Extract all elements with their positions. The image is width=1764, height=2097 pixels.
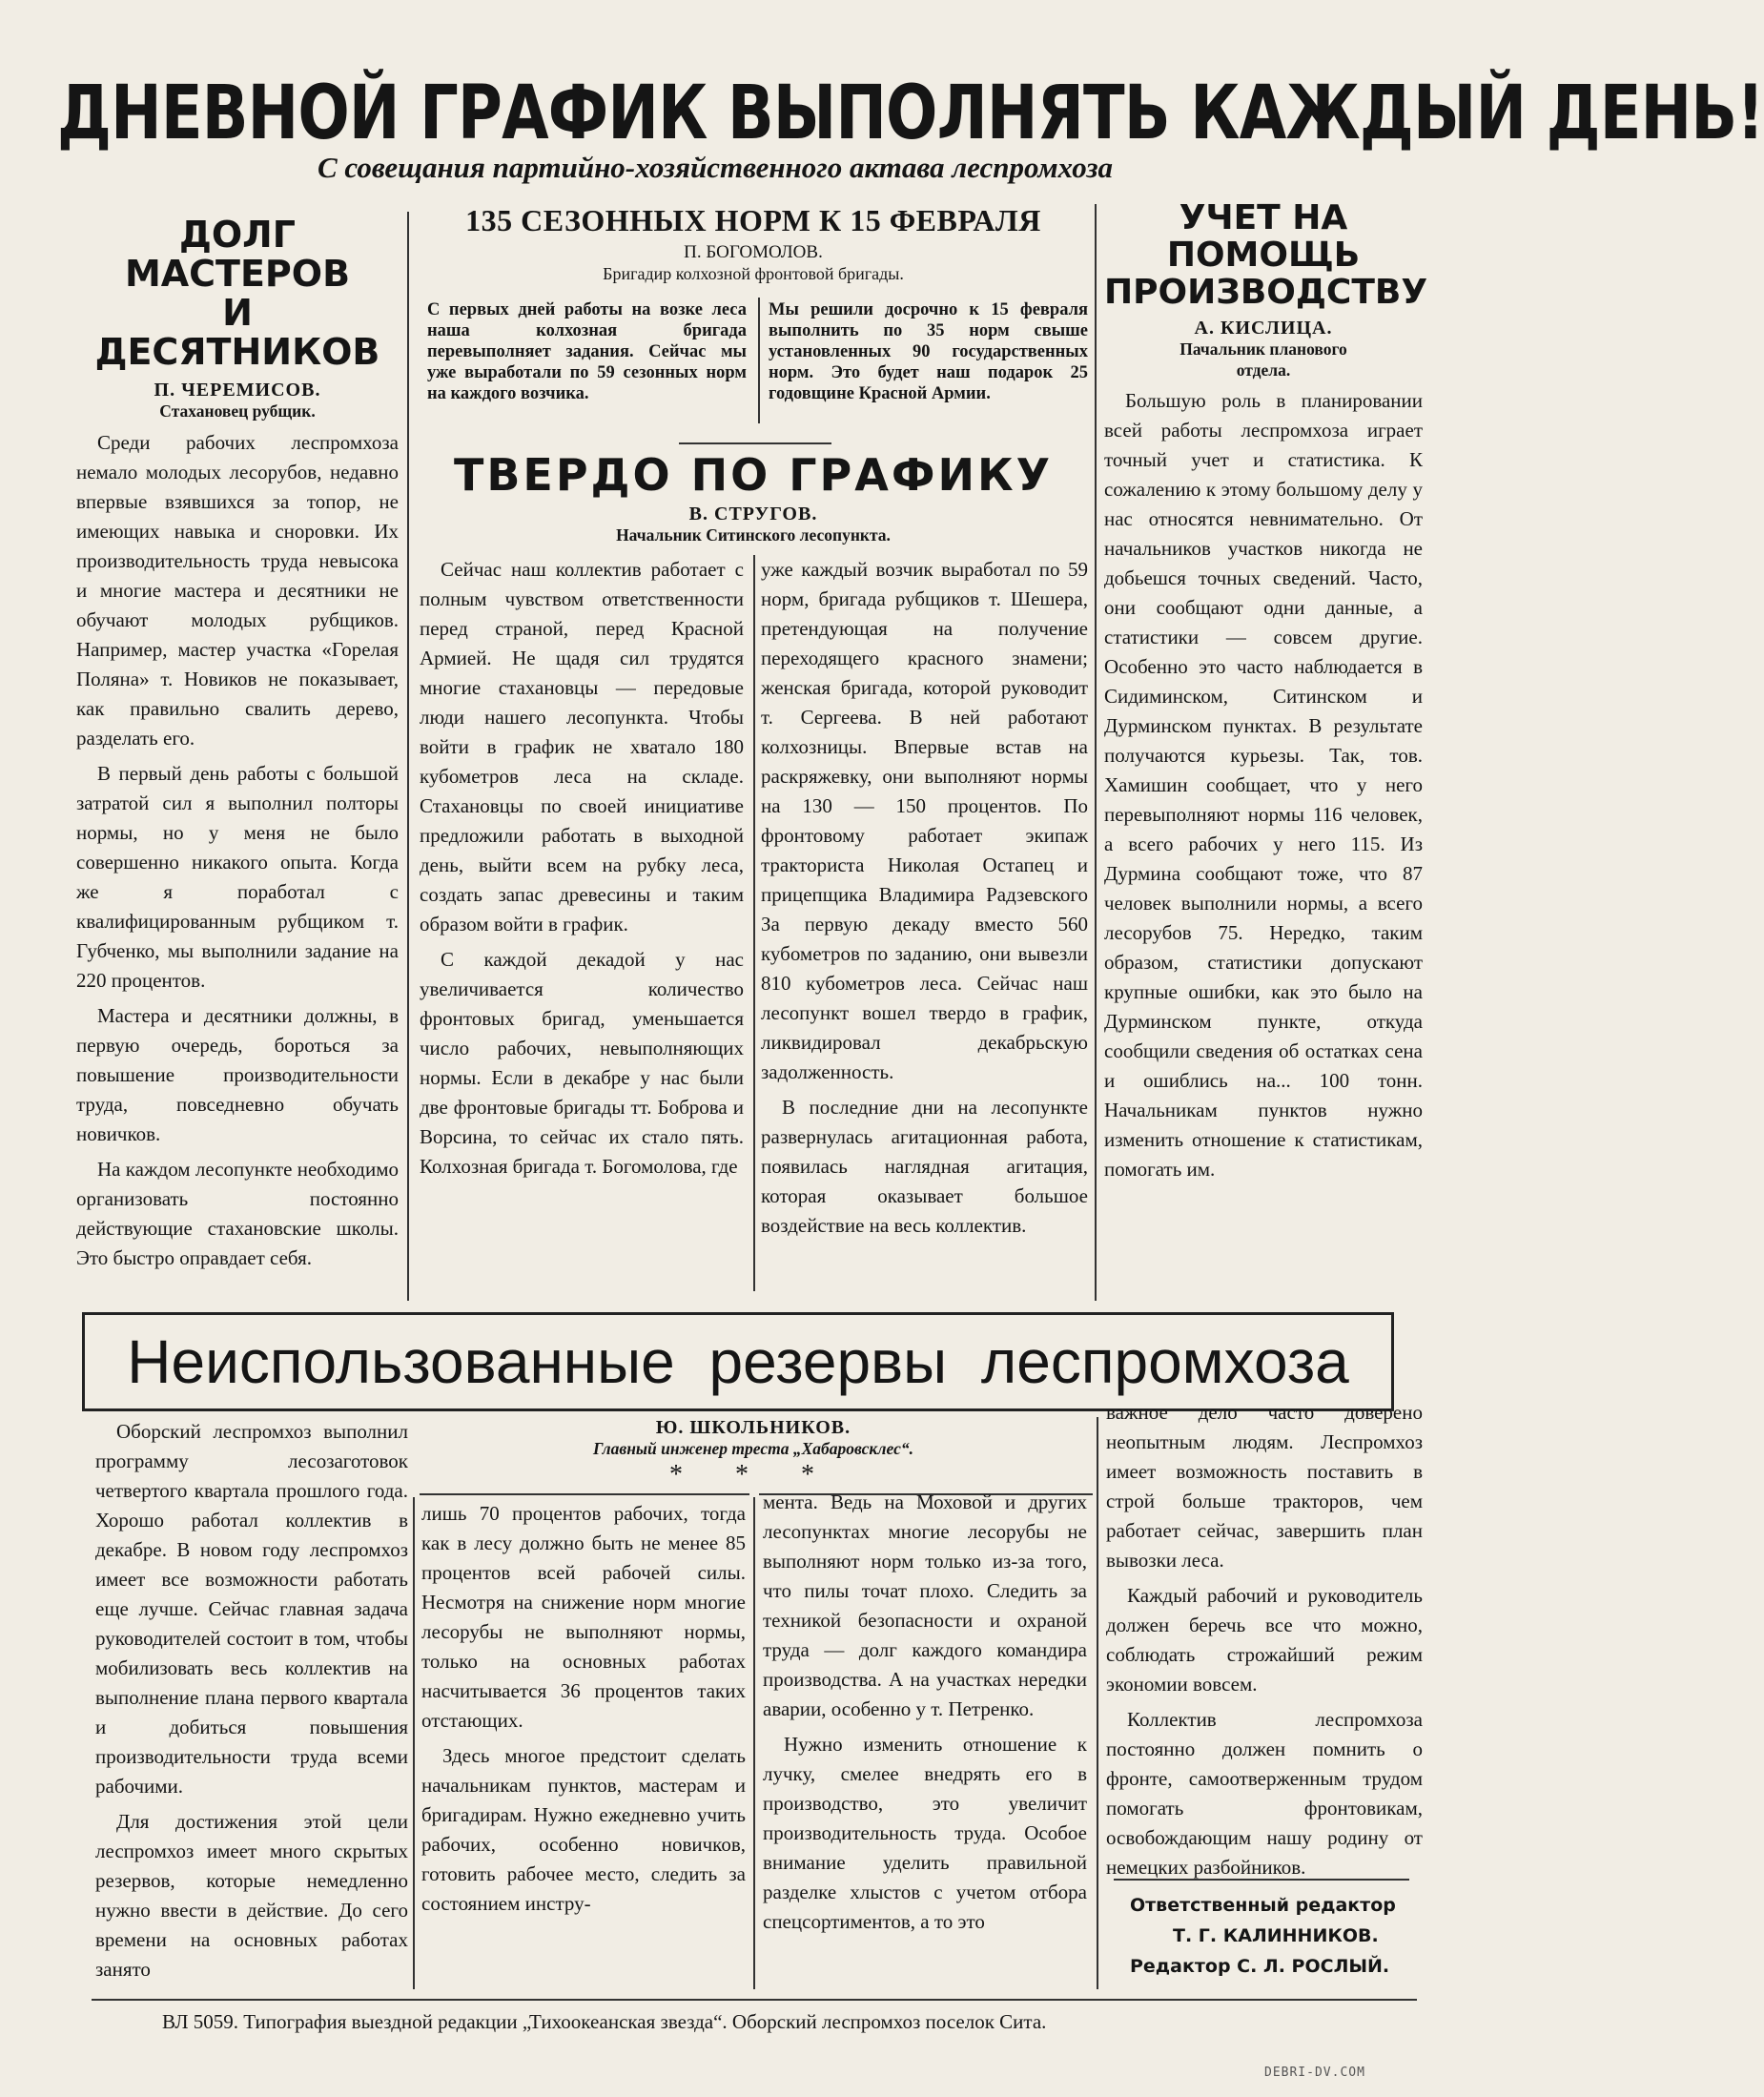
article-bottom-col2 — [421, 1499, 746, 1924]
section-divider — [420, 1493, 749, 1495]
column-divider — [1095, 204, 1097, 1301]
article-left-title-line1: ДОЛГ МАСТЕРОВ — [124, 214, 351, 296]
article-center-top-role: Бригадир колхозной фронтовой бригады. — [603, 264, 904, 284]
editor-title: Ответственный редактор — [1130, 1895, 1396, 1916]
paragraph: В первый день работы с большой затратой сил я выполнил полторы нормы, но у меня не было совершенно никакого опыта. Когда же я поработал с квалифицированным рубщиком т. Губченко, мы выполнили задание на 220 процентов. — [76, 762, 399, 992]
paragraph: С каждой декадой у нас увеличивается количество фронтовых бригад, уменьшается число рабочих, невыполняющих нормы. Если в декабре у нас были две фронтовые бригады тт. Боброва и Ворсина, то сейчас их стало пять. Колхозная бригада т. Богомолова, где — [420, 948, 744, 1178]
article-center-top — [420, 204, 1087, 285]
paragraph: лишь 70 процентов рабочих, тогда как в лесу должно быть не менее 85 процентов всей рабочей силы. Несмотря на снижение норм многие лесорубы не выполняют нормы, только на основных работах насчитывается 36 процентов таких отстающих. — [421, 1502, 746, 1732]
article-right-role-line2: отдела. — [1236, 360, 1291, 380]
column-divider — [1097, 1417, 1098, 1989]
section-divider — [1114, 1879, 1409, 1881]
article-center-main-role: Начальник Ситинского лесопункта. — [616, 524, 891, 545]
article-left-title-line2: И ДЕСЯТНИКОВ — [94, 292, 380, 374]
article-right-author: А. КИСЛИЦА. — [1194, 317, 1333, 339]
imprint-footer: ВЛ 5059. Типография выездной редакции „Тихоокеанская звезда“. Оборский леспромхоз поселок Сита. — [162, 2010, 1047, 2033]
article-center-top-title: 135 СЕЗОННЫХ НОРМ К 15 ФЕВРАЛЯ — [465, 203, 1041, 237]
paragraph: В последние дни на лесопункте развернулась агитационная работа, появилась наглядная агитация, которая оказывает большое воздействие на весь коллектив. — [761, 1096, 1088, 1237]
article-center-top-author: П. БОГОМОЛОВ. — [684, 241, 823, 262]
article-left-role: Стахановец рубщик. — [159, 401, 316, 421]
article-center-main-col1 — [420, 555, 744, 1187]
column-divider — [758, 298, 760, 423]
article-bottom-author: Ю. ШКОЛЬНИКОВ. — [655, 1417, 851, 1438]
paragraph: Нужно изменить отношение к лучку, смелее внедрять его в производство, это увеличит производительность труда. Особое внимание уделить правильной разделке хлыстов с учетом отбора спецсортиментов, а то это — [763, 1733, 1087, 1933]
article-center-main-author: В. СТРУГОВ. — [688, 503, 818, 524]
column-divider — [753, 1497, 755, 1989]
footer-rule — [92, 1999, 1417, 2001]
article-right-title-line1: УЧЕТ НА ПОМОЩЬ — [1166, 198, 1361, 275]
paragraph: Здесь многое предстоит сделать начальникам пунктов, мастерам и бригадирам. Нужно ежедневно учить рабочих, особенно новичков, готовить рабочее место, следить за состоянием инстру- — [421, 1744, 746, 1915]
article-bottom-role: Главный инженер треста „Хабаровсклес“. — [593, 1439, 913, 1458]
article-right-role-line1: Пачальник планового — [1179, 339, 1347, 359]
page-headline: ДНЕВНОЙ ГРАФИК ВЫПОЛНЯТЬ КАЖДЫЙ ДЕНЬ! — [57, 71, 1764, 156]
article-bottom-stars: * * * — [669, 1459, 837, 1490]
editor-name: Редактор С. Л. РОСЛЫЙ. — [1130, 1956, 1390, 1977]
article-bottom-header — [420, 1417, 1087, 1491]
article-right-title-line2: ПРОИЗВОДСТВУ — [1104, 272, 1428, 312]
article-bottom-col3 — [763, 1488, 1087, 1943]
article-bottom-col4 — [1106, 1398, 1423, 1888]
paragraph: мента. Ведь на Моховой и других лесопунктах многие лесорубы не выполняют норм только из-за того, что пилы точат плохо. Следить за техникой безопасности и охраной труда — долг каждого командира производства. А на участках нередки аварии, особенно у т. Петренко. — [763, 1491, 1087, 1720]
page-subheadline: С совещания партийно-хозяйственного актава леспромхоза — [318, 151, 1113, 184]
paragraph: Каждый рабочий и руководитель должен беречь все что можно, соблюдать строжайший режим экономии вовсем. — [1106, 1584, 1423, 1696]
paragraph: Сейчас наш коллектив работает с полным чувством ответственности перед страной, перед Красной Армией. Не щадя сил трудятся многие стахановцы — передовые люди нашего лесопункта. Чтобы войти в график не хватало 180 кубометров леса на складе. Стахановцы по своей инициативе предложили работать в выходной день, выйти всем на рубку леса, создать запас древесины и таким образом войти в график. — [420, 558, 744, 935]
editor-chief-name: Т. Г. КАЛИННИКОВ. — [1173, 1925, 1379, 1946]
paragraph: Для достижения этой цели леспромхоз имеет много скрытых резервов, которые немедленно нужно ввести в действие. До сего времени на основных работах занято — [95, 1810, 408, 1981]
paragraph: Среди рабочих леспромхоза немало молодых лесорубов, недавно впервые взявшихся за топор, не имеющих навыка и сноровки. Их производительность труда невысока и многие мастера и десятники не обучают молодых рубщиков. Например, мастер участка «Горелая Поляна» т. Новиков не показывает, как правильно свалить дерево, разделать его. — [76, 431, 399, 750]
article-left-body — [76, 428, 399, 1273]
article-center-main-title: ТВЕРДО ПО ГРАФИКУ — [453, 449, 1054, 501]
paragraph: Мастера и десятники должны, в первую очередь, бороться за повышение производительности труда, повседневно обучать новичков. — [76, 1004, 399, 1145]
article-center-top-lead-right: Мы решили досрочно к 15 февраля выполнить по 35 норм свыше установленных 90 государственных норм. Это будет наш подарок 25 годовщине Красной Армии. — [769, 300, 1088, 403]
article-center-top-lead-left: С первых дней работы на возке леса наша колхозная бригада перевыполняет задания. Сейчас мы уже выработали по 59 сезонных норм на каждого возчика. — [427, 300, 747, 403]
column-divider — [407, 212, 409, 1301]
article-center-main — [420, 449, 1087, 546]
editors-block — [1130, 1890, 1416, 1982]
paragraph: На каждом лесопункте необходимо организовать постоянно действующие стахановские школы. Это быстро оправдает себя. — [76, 1158, 399, 1269]
column-divider — [753, 555, 755, 1291]
paragraph: важное дело часто доверено неопытным людям. Леспромхоз имеет возможность поставить в строй больше тракторов, чем работает сейчас, завершить план вывозки леса. — [1106, 1401, 1423, 1572]
article-left-author: П. ЧЕРЕМИСОВ. — [154, 380, 321, 401]
article-center-main-col2 — [761, 555, 1088, 1246]
article-left — [76, 216, 399, 1279]
article-bottom-title: Неиспользованные резервы леспромхоза — [127, 1327, 1349, 1396]
site-watermark: DEBRI-DV.COM — [1264, 2066, 1365, 2080]
article-right-body — [1104, 386, 1423, 1184]
paragraph: Коллектив леспромхоза постоянно должен помнить о фронте, самоотверженным трудом помогать фронтовикам, освобождающим нашу родину от немецких разбойников. — [1106, 1708, 1423, 1879]
paragraph: Оборский леспромхоз выполнил программу лесозаготовок четвертого квартала прошлого года. Хорошо работал коллектив в декабре. В новом году леспромхоз имеет все возможности работать еще лучше. Сейчас главная задача руководителей состоит в том, чтобы мобилизовать весь коллектив на выполнение плана первого квартала и добиться повышения производительности труда всеми рабочими. — [95, 1420, 408, 1798]
paragraph: уже каждый возчик выработал по 59 норм, бригада рубщиков т. Шешера, претендующая на получение переходящего красного знамени; женская бригада, которой руководит т. Сергеева. В ней работают колхозницы. Впервые встав на раскряжевку, они выполняют нормы на 130 — 150 процентов. По фронтовому работает экипаж тракториста Николая Остапец и прицепщика Владимира Радзевского За первую декаду вместо 560 кубометров по заданию, они вывезли 810 кубометров леса. Сейчас наш лесопункт вошел твердо в график, ликвидировал декабрьскую задолженность. — [761, 558, 1088, 1083]
column-divider — [413, 1497, 415, 1989]
section-divider — [679, 442, 831, 444]
paragraph: Большую роль в планировании всей работы леспромхоза играет точный учет и статистика. К сожалению к этому большому делу у нас относятся невнимательно. От начальников участков никогда не добьешся точных сведений. Часто, они сообщают одни данные, а статистики — совсем другие. Особенно это часто наблюдается в Сидиминском, Ситинском и Дурминском пунктах. В результате получаются курьезы. Так, тов. Хамишин сообщает, что у него перевыполняют нормы 116 человек, а всего рабочих у него 115. Из Дурмина сообщают тоже, что 87 человек выполнили нормы, а всего лесорубов 75. Нередко, таким образом, статистики допускают крупные ошибки, как это было на Дурминском пункте, откуда сообщили сведения об остатках сена и ошиблись на... 100 тонн. Начальникам пунктов нужно изменить отношение к статистикам, помогать им. — [1104, 389, 1423, 1182]
article-right — [1104, 198, 1428, 1190]
article-bottom-col1 — [95, 1417, 408, 1990]
